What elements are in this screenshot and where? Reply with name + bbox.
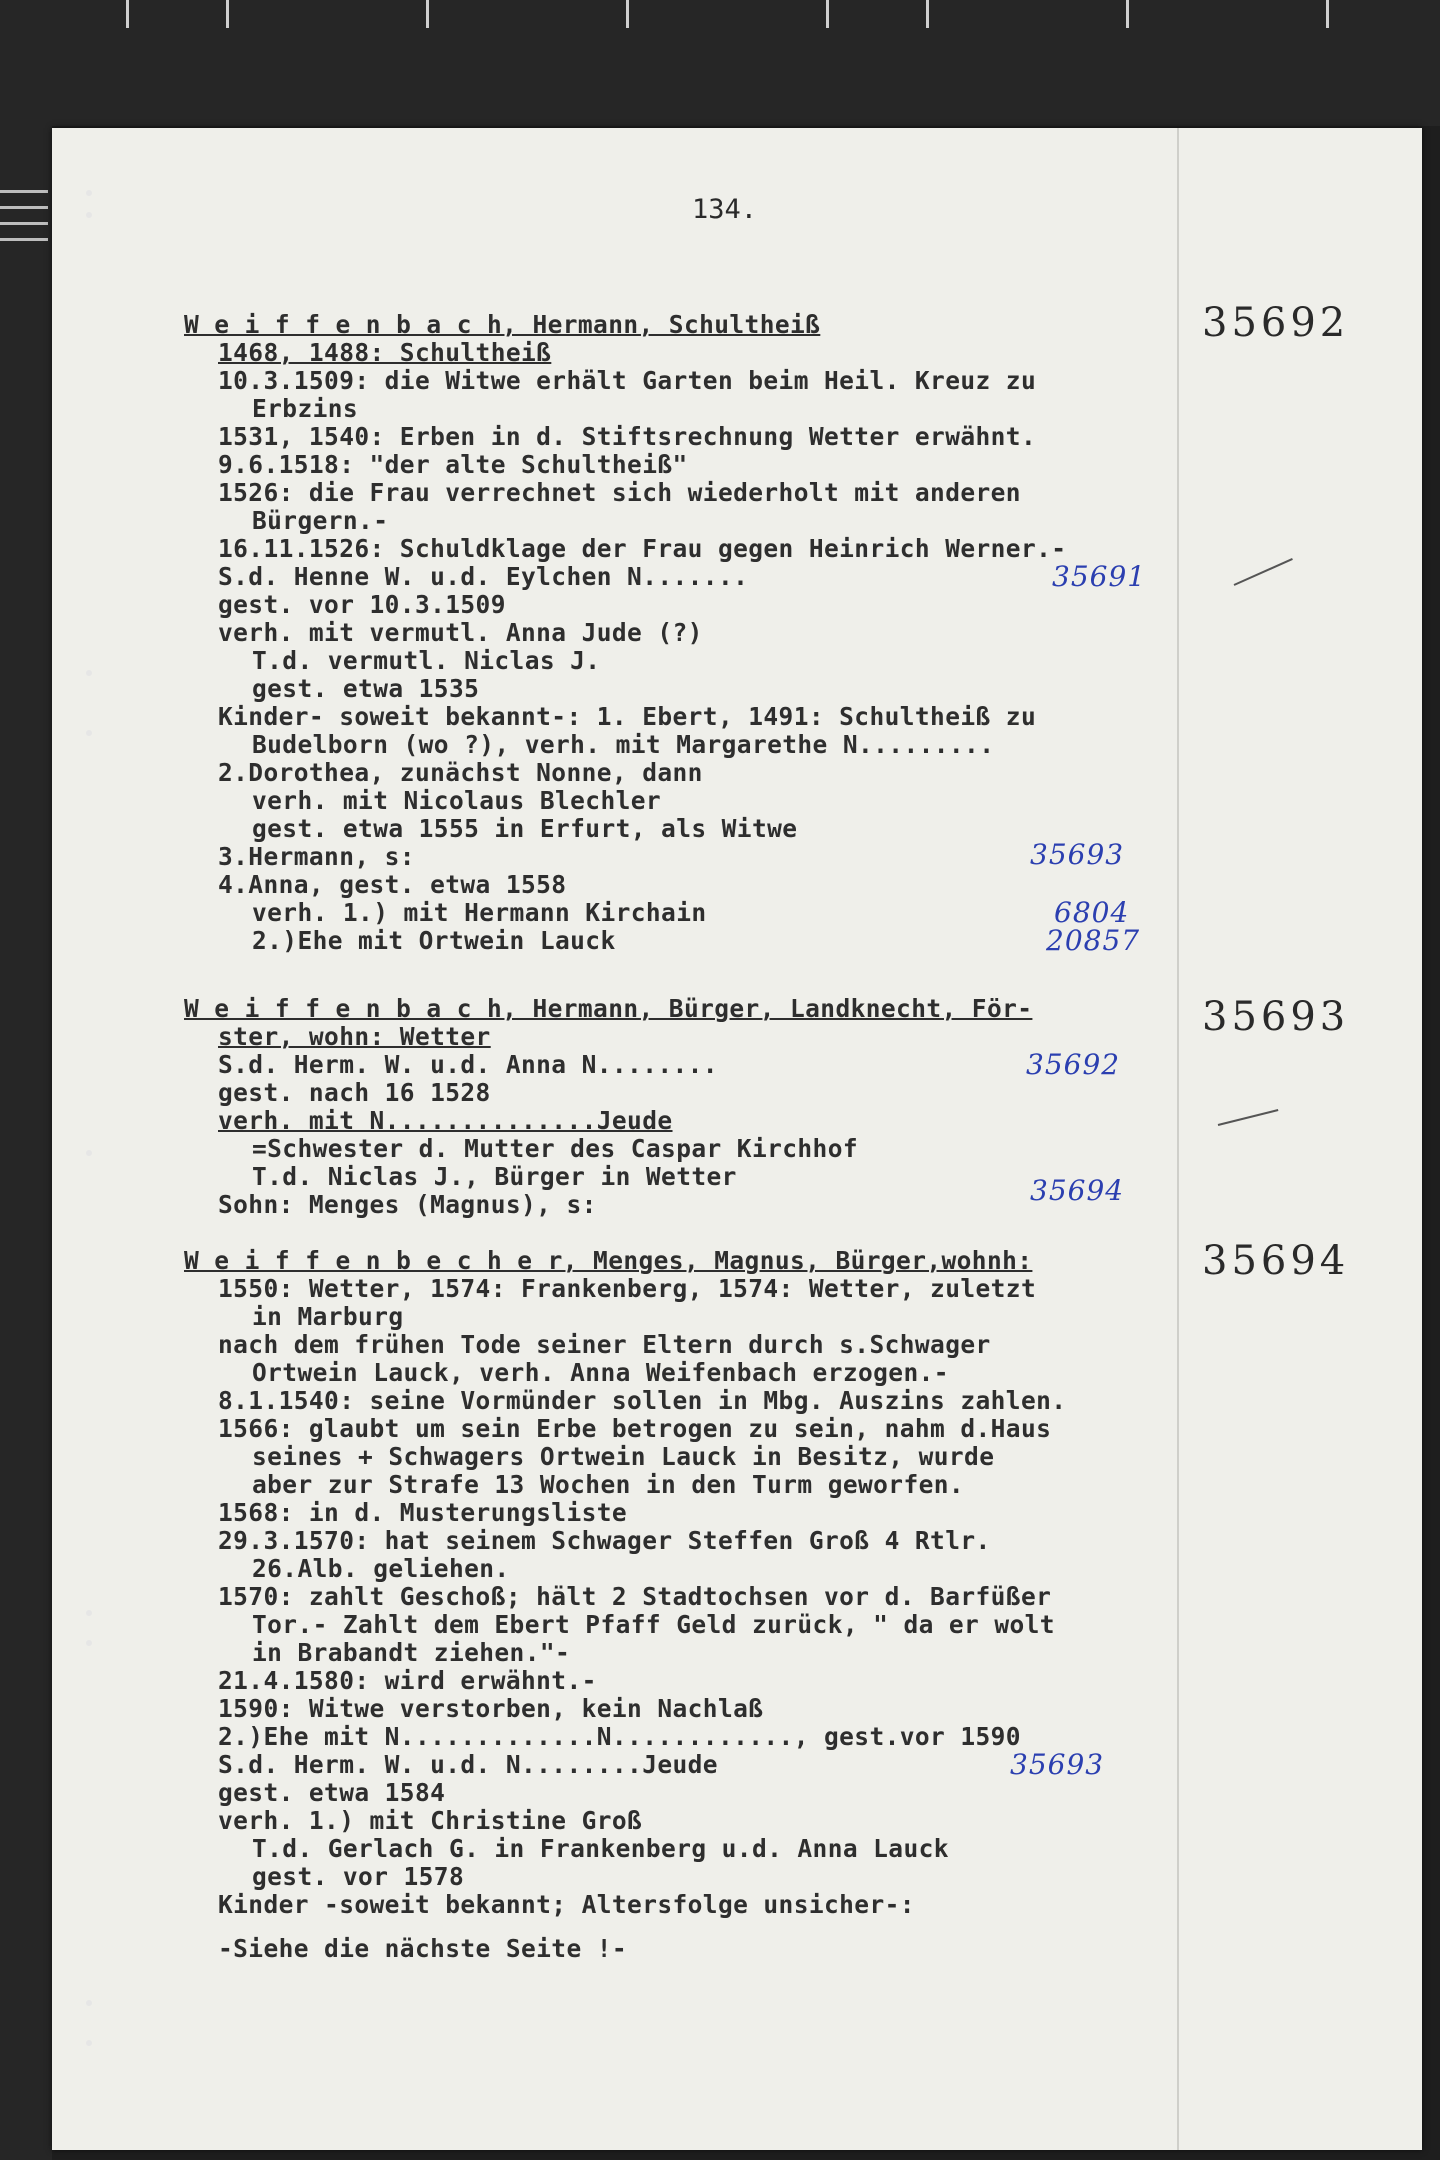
punch-hole [86, 190, 92, 196]
entry-line: ster, wohn: Wetter [218, 1022, 491, 1051]
entry-line: 1590: Witwe verstorben, kein Nachlaß [218, 1694, 764, 1723]
entry-line: verh. mit vermutl. Anna Jude (?) [218, 618, 703, 647]
film-strip-left [0, 126, 52, 2160]
entry-line: 1570: zahlt Geschoß; hält 2 Stadtochsen vor d. Barfüßer [218, 1582, 1052, 1611]
entry-line: 3.Hermann, s: [218, 842, 415, 871]
entry-line: gest. vor 1578 [252, 1862, 465, 1891]
film-strip-top [0, 0, 1440, 126]
entry-line: verh. mit Nicolaus Blechler [252, 786, 662, 815]
entry-line: Sohn: Menges (Magnus), s: [218, 1190, 597, 1219]
entry-line: T.d. Gerlach G. in Frankenberg u.d. Anna Lauck [252, 1834, 949, 1863]
film-rung [0, 222, 48, 225]
entry-line: T.d. vermutl. Niclas J. [252, 646, 601, 675]
entry-line: 1468, 1488: Schultheiß [218, 338, 552, 367]
entry-line: verh. 1.) mit Hermann Kirchain [252, 898, 707, 927]
entry-line: 21.4.1580: wird erwähnt.- [218, 1666, 597, 1695]
film-tick [1326, 0, 1329, 28]
entry-line: in Brabandt ziehen."- [252, 1638, 571, 1667]
entry-line: gest. nach 16 1528 [218, 1078, 491, 1107]
entry-line: 16.11.1526: Schuldklage der Frau gegen Heinrich Werner.- [218, 534, 1067, 563]
film-rung [0, 190, 48, 193]
entry-line: Ortwein Lauck, verh. Anna Weifenbach erzogen.- [252, 1358, 949, 1387]
entry-line: 29.3.1570: hat seinem Schwager Steffen Groß 4 Rtlr. [218, 1526, 991, 1555]
entry-line: Kinder- soweit bekannt-: 1. Ebert, 1491: Schultheiß zu [218, 702, 1037, 731]
handwritten-reference: 6804 [1054, 896, 1130, 929]
margin-rule [1177, 128, 1179, 2150]
entry-line: gest. vor 10.3.1509 [218, 590, 506, 619]
punch-hole [86, 212, 92, 218]
entry-line: nach dem frühen Tode seiner Eltern durch s.Schwager [218, 1330, 991, 1359]
entry-line: 2.)Ehe mit N.............N............, gest.vor 1590 [218, 1722, 1021, 1751]
entry-line: 1531, 1540: Erben in d. Stiftsrechnung Wetter erwähnt. [218, 422, 1037, 451]
check-mark [1234, 558, 1293, 586]
punch-hole [86, 730, 92, 736]
film-tick [1126, 0, 1129, 28]
entry-line: =Schwester d. Mutter des Caspar Kirchhof [252, 1134, 859, 1163]
film-tick [826, 0, 829, 28]
entry-line: 1566: glaubt um sein Erbe betrogen zu sein, nahm d.Haus [218, 1414, 1052, 1443]
handwritten-reference: 35691 [1052, 560, 1147, 593]
entry-line: Budelborn (wo ?), verh. mit Margarethe N......... [252, 730, 995, 759]
film-tick [626, 0, 629, 28]
page-number: 134. [692, 194, 758, 225]
entry-number: 35693 [1202, 994, 1350, 1040]
entry-number: 35692 [1202, 300, 1350, 346]
entry-line: S.d. Henne W. u.d. Eylchen N....... [218, 562, 749, 591]
entry-line: verh. 1.) mit Christine Groß [218, 1806, 643, 1835]
film-tick [226, 0, 229, 28]
punch-hole [86, 1640, 92, 1646]
punch-hole [86, 670, 92, 676]
handwritten-reference: 20857 [1046, 924, 1141, 957]
handwritten-reference: 35693 [1030, 838, 1125, 871]
entry-heading: W e i f f e n b a c h, Hermann, Bürger, Landknecht, För- [184, 994, 1033, 1023]
check-mark [1218, 1109, 1279, 1126]
entry-line: in Marburg [252, 1302, 404, 1331]
entry-heading: W e i f f e n b a c h, Hermann, Schultheiß [184, 310, 821, 339]
entry-line: S.d. Herm. W. u.d. N........Jeude [218, 1750, 718, 1779]
entry-line: aber zur Strafe 13 Wochen in den Turm geworfen. [252, 1470, 965, 1499]
film-rung [0, 206, 48, 209]
entry-line: gest. etwa 1535 [252, 674, 480, 703]
film-tick [426, 0, 429, 28]
punch-hole [86, 1150, 92, 1156]
entry-line: Erbzins [252, 394, 359, 423]
entry-line: 1550: Wetter, 1574: Frankenberg, 1574: Wetter, zuletzt [218, 1274, 1037, 1303]
entry-line: seines + Schwagers Ortwein Lauck in Besitz, wurde [252, 1442, 995, 1471]
entry-line: T.d. Niclas J., Bürger in Wetter [252, 1162, 737, 1191]
entry-line: 2.)Ehe mit Ortwein Lauck [252, 926, 616, 955]
entry-line: verh. mit N..............Jeude [218, 1106, 673, 1135]
entry-number: 35694 [1202, 1238, 1350, 1284]
entry-line: Kinder -soweit bekannt; Altersfolge unsicher-: [218, 1890, 915, 1919]
entry-line: 26.Alb. geliehen. [252, 1554, 510, 1583]
document-page [52, 128, 1422, 2150]
handwritten-reference: 35694 [1030, 1174, 1125, 1207]
entry-line: 10.3.1509: die Witwe erhält Garten beim Heil. Kreuz zu [218, 366, 1037, 395]
entry-line: 1568: in d. Musterungsliste [218, 1498, 628, 1527]
punch-hole [86, 2000, 92, 2006]
footer-note: -Siehe die nächste Seite !- [218, 1934, 628, 1963]
punch-hole [86, 2040, 92, 2046]
handwritten-reference: 35693 [1010, 1748, 1105, 1781]
punch-hole [86, 1610, 92, 1616]
entry-line: Tor.- Zahlt dem Ebert Pfaff Geld zurück, " da er wolt [252, 1610, 1055, 1639]
entry-line: 8.1.1540: seine Vormünder sollen in Mbg. Auszins zahlen. [218, 1386, 1067, 1415]
entry-line: Bürgern.- [252, 506, 389, 535]
entry-line: S.d. Herm. W. u.d. Anna N........ [218, 1050, 718, 1079]
entry-line: 9.6.1518: "der alte Schultheiß" [218, 450, 688, 479]
film-tick [126, 0, 129, 28]
entry-heading: W e i f f e n b e c h e r, Menges, Magnus, Bürger,wohnh: [184, 1246, 1033, 1275]
film-rung [0, 238, 48, 241]
entry-line: 2.Dorothea, zunächst Nonne, dann [218, 758, 703, 787]
entry-line: 1526: die Frau verrechnet sich wiederholt mit anderen [218, 478, 1021, 507]
handwritten-reference: 35692 [1026, 1048, 1121, 1081]
entry-line: gest. etwa 1584 [218, 1778, 446, 1807]
entry-line: 4.Anna, gest. etwa 1558 [218, 870, 567, 899]
film-tick [926, 0, 929, 28]
entry-line: gest. etwa 1555 in Erfurt, als Witwe [252, 814, 798, 843]
